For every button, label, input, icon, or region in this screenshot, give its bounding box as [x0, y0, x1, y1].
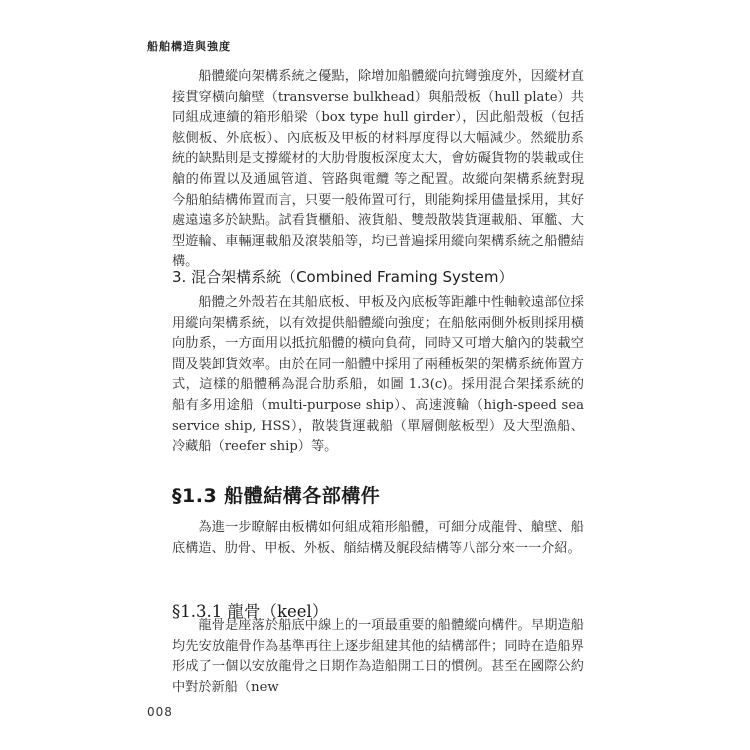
paragraph-text: 龍骨是座落於船底中線上的一項最重要的船體縱向構件。早期造船均先安放龍骨作為基準再往上逐步組建其他的結構部件；同時在造船界形成了一個以安放龍骨之日期作為造船開工日的慣例。甚至在國際公約中對於新船（new: [172, 618, 584, 695]
subsection-heading-keel: §1.3.1 龍骨（keel）: [172, 602, 329, 621]
major-section-heading: §1.3 船體結構各部構件: [172, 485, 381, 507]
paragraph-text: 船體之外殼若在其船底板、甲板及內底板等距離中性軸較遠部位採用縱向架構系統，以有效提供船體縱向強度；在船舷兩側外板則採用橫向肋系，一方面用以抵抗船體的橫向負荷，同時又可增大艙內的裝載空間及裝卸貨效率。由於在同一船體中採用了兩種板架的架構系統佈置方式，這樣的船體稱為混合肋系船，如圖 1.3(c)。採用混合架揉系統的船有多用途船（multi-purpose ship）、高速渡輪（high-speed sea service ship, HSS），散裝貨運載船（單層側舷板型）及大型漁船、冷藏船（reefer ship）等。: [172, 295, 584, 455]
paragraph-keel: [172, 616, 584, 698]
paragraph-longitudinal-framing: [172, 67, 584, 273]
paragraph-intro-components: [172, 518, 584, 559]
running-header: 船舶構造與強度: [147, 40, 231, 53]
page-number: 008: [147, 705, 173, 719]
paragraph-text: 為進一步瞭解由板構如何組成箱形船體，可細分成龍骨、艙壁、船底構造、肋骨、甲板、外板、艏結構及艉段結構等八部分來一一介紹。: [172, 520, 584, 556]
paragraph-combined-framing: [172, 293, 584, 458]
section-heading-combined-framing: 3. 混合架構系統（Combined Framing System）: [172, 268, 514, 286]
paragraph-text: 船體縱向架構系統之優點，除增加船體縱向抗彎強度外，因縱材直接貫穿橫向艙壁（transverse bulkhead）與船殼板（hull plate）共同組成連續的箱形船梁（box type hull girder），因此船殼板（包括舷側板、外底板）、內底板及甲板的材料厚度得以大幅減少。然縱肋系統的缺點則是支撐縱材的大肋骨腹板深度太大，會妨礙貨物的裝載或住艙的佈置以及通風管道、管路與電纜 等之配置。故縱向架構系統對現今船舶結構佈置而言，只要一般佈置可行，則能夠採用儘量採用，其好處遠遠多於缺點。試看貨櫃船、液貨船、雙殼散裝貨運載船、軍艦、大型遊輪、車輛運載船及滾裝船等，均已普遍採用縱向架構系統之船體結構。: [172, 69, 584, 270]
